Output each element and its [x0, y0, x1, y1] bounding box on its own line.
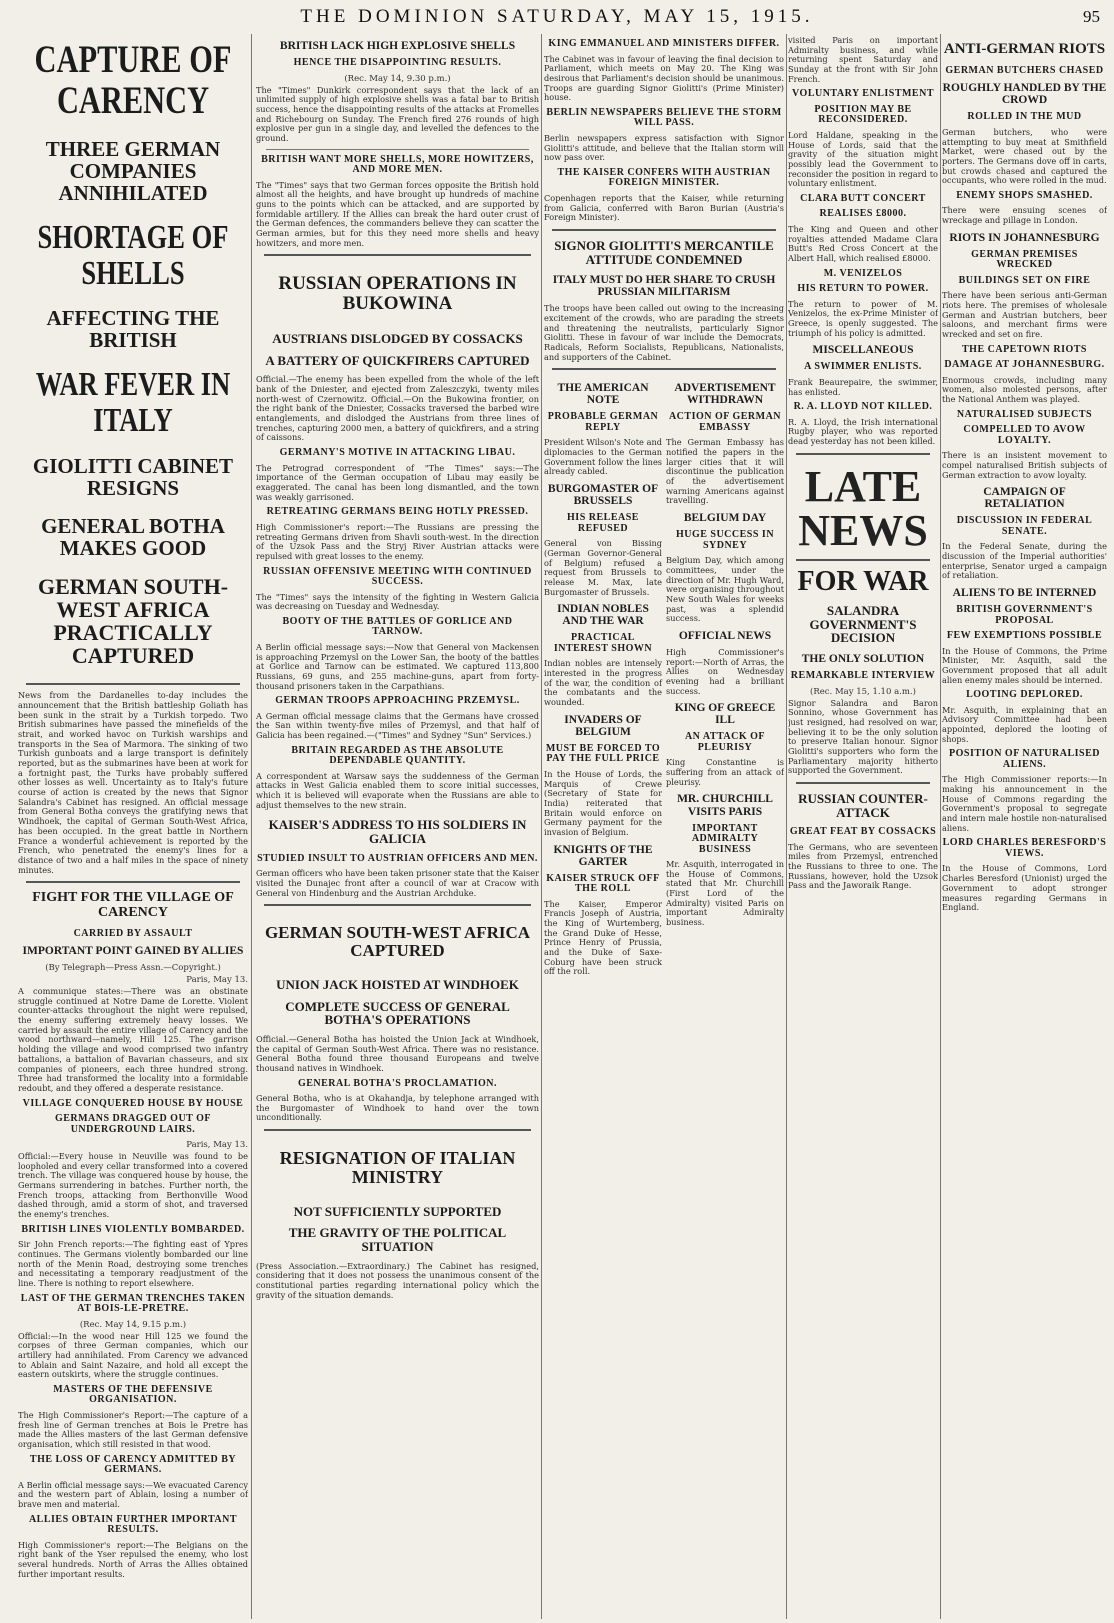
subhead-embassy: ACTION OF GERMAN EMBASSY: [668, 411, 782, 433]
column-3: [544, 34, 784, 1619]
headline-position-aliens: POSITION OF NATURALISED ALIENS.: [949, 748, 1100, 770]
american-note-box: [544, 376, 662, 982]
dateline: Paris, May 13.: [186, 975, 248, 986]
subhead-pleurisy: AN ATTACK OF PLEURISY: [684, 731, 766, 753]
headline-masters: MASTERS OF THE DEFENSIVE ORGANISATION.: [53, 1383, 213, 1406]
article-text: Official.—The enemy has been expelled from the whole of the left bank of the Dniester, and ejected from Zaleszczyki, twenty miles north-west of Czernowitz. Official.—On the Bukowina frontier, on the right bank of the Dniester, Cossacks traversed the barbed wire entanglements, and dislodged the Austrians from three lines of trenches, capturing 2000 men, a battery of quickfirers, and a string of caissons.: [256, 374, 539, 443]
divider: [264, 1129, 531, 1131]
article-text: The German Embassy has notified the papers in the larger cities that it will discontinue the publication of the advertisement warning Americans against travelling.: [666, 437, 784, 506]
headline-sw-africa: GERMAN SOUTH-WEST AFRICA PRACTICALLY CAPTURED: [37, 574, 229, 669]
article-text: The High Commissioner reports:—In making his announcement in the House of Commons regarding the Government's proposal to segregate and intern male hostile non-naturalised aliens.: [942, 774, 1107, 833]
subhead-butchers: GERMAN BUTCHERS CHASED: [945, 64, 1104, 76]
headline-capture-carency: CAPTURE OF CARENCY: [34, 38, 232, 122]
article-text: A correspondent at Warsaw says the suddenness of the German attacks in West Galicia enabled them to score initial successes, which it is believed will evaporate when the Russians are able to adjust themselves to the new strain.: [256, 770, 539, 810]
article-text: There were ensuing scenes of wreckage and pillage in London.: [942, 205, 1107, 226]
article-text: King Constantine is suffering from an attack of pleurisy.: [666, 757, 784, 787]
article-text: High Commissioner's report:—The Belgians on the right bank of the Yser repulsed the enemy, who lost several hundreds. North of Arras the Allies obtained further important results.: [18, 1539, 248, 1579]
subhead-damage: DAMAGE AT JOHANNESBURG.: [944, 359, 1105, 371]
article-text: High Commissioner's report:—North of Arras, the Allies on Wednesday evening had a brilliant success.: [666, 646, 784, 696]
divider: [264, 254, 531, 256]
headline-official-news: OFFICIAL NEWS: [678, 629, 772, 642]
subhead-germans: GERMANS DRAGGED OUT OF UNDERGROUND LAIRS.: [54, 1113, 212, 1135]
article-text: Official.—General Botha has hoisted the Union Jack at Windhoek, the capital of German South-West Africa. There was no resistance. General Botha found three thousand Europeans and twelve thousand natives in Windhoek.: [256, 1033, 539, 1073]
subhead-interest: PRACTICAL INTEREST SHOWN: [553, 632, 653, 654]
article-text: Frank Beaurepaire, the swimmer, has enlisted.: [788, 376, 938, 397]
headline-affecting-british: AFFECTING THE BRITISH: [46, 306, 220, 353]
divider: [552, 368, 776, 370]
headline-belgium-day: BELGIUM DAY: [683, 512, 767, 525]
divider: [796, 782, 930, 784]
headline-naturalised: NATURALISED SUBJECTS: [956, 408, 1093, 420]
headline-britain: BRITAIN REGARDED AS THE ABSOLUTE DEPENDABLE QUANTITY.: [291, 744, 504, 767]
subhead-not-supported: NOT SUFFICIENTLY SUPPORTED: [293, 1203, 502, 1219]
article-text: In the Federal Senate, during the discussion of the Imperial authorities' enterprise, Senator urged a campaign of retaliation.: [942, 541, 1107, 581]
headline-resignation: RESIGNATION OF ITALIAN MINISTRY: [279, 1148, 516, 1187]
headline-offensive: RUSSIAN OFFENSIVE MEETING WITH CONTINUED SUCCESS.: [263, 565, 532, 588]
headline-giolitti: GIOLITTI CABINET RESIGNS: [32, 453, 234, 500]
headline-retaliation: CAMPAIGN OF RETALIATION: [983, 486, 1066, 511]
headline-retreating: RETREATING GERMANS BEING HOTLY PRESSED.: [266, 506, 529, 518]
masthead-title: THE DOMINION SATURDAY, MAY 15, 1915.: [300, 6, 814, 27]
headline-invaders: INVADERS OF BELGIUM: [564, 713, 642, 738]
article-text: A Berlin official message says:—We evacuated Carency and the western part of Ablain, losing a number of brave men and material.: [18, 1479, 248, 1509]
divider: [266, 149, 529, 150]
article-text: R. A. Lloyd, the Irish international Rugby player, who was reported dead yesterday has not been killed.: [788, 416, 938, 447]
article-text: The "Times" says that two German forces opposite the British hold almost all the heights, and have brought up hundreds of machine guns to the points which can be attacked, and are supported by formidable artillery. If the Allies can break the hard outer crust of the German defences, the commanders believe they can scatter the German armies, but for this they need more shells and heavy howitzers, and more men.: [256, 179, 539, 248]
subhead-only-solution: THE ONLY SOLUTION: [801, 653, 925, 665]
article-text: The High Commissioner's Report:—The capture of a fresh line of German trenches at Bois le Pretre has made the Allies masters of the last German defensive organisation, which still resisted in that wood.: [18, 1409, 248, 1449]
subhead-wrecked: GERMAN PREMISES WRECKED: [971, 248, 1078, 271]
article-text: A communique states:—There was an obstinate struggle continued at Notre Dame de Lorette. Violent counter-attacks throughout the night were repulsed, the enemy suffering extremely heavy losses. We carried by assault the entire village of Carency and the wood northward—namely, Hill 125. The garrison holding the village and wood comprised two infantry battalions, a battalion of Bavarian chasseurs, and six companies of pioneers, each three hundred strong. Three had transformed the locality into a formidable redoubt, and they offered a desperate resistance.: [18, 986, 248, 1093]
subhead-realises: REALISES £8000.: [819, 208, 907, 220]
article-text: Enormous crowds, including many women, also molested persons, after the National Anthem was played.: [942, 374, 1107, 405]
subhead-cossacks: GREAT FEAT BY COSSACKS: [789, 826, 937, 838]
headline-johannesburg: RIOTS IN JOHANNESBURG: [949, 231, 1100, 244]
headline-shops: ENEMY SHOPS SMASHED.: [956, 189, 1093, 201]
received-date: (Rec. May 14, 9.15 p.m.): [79, 1319, 187, 1330]
column-rule: [541, 34, 542, 1619]
article-text: Official:—In the wood near Hill 125 we found the corpses of three German companies, which our artillery had annihilated. From Carency we advanced to Ablain and Saint Nazaire, and hold all except the eastern outskirts, where the struggle continues.: [18, 1330, 248, 1380]
article-text: General Botha, who is at Okahandja, by telephone arranged with the Burgomaster of Windhoek to hand over the town unconditionally.: [256, 1093, 539, 1123]
article-text: Mr. Asquith, interrogated in the House of Commons, stated that Mr. Churchill (First Lord of the Admiralty) visited Paris on important Admiralty business.: [666, 859, 784, 928]
article-text: Indian nobles are intensely interested in the progress of the war, the condition of the combatants and the wounded.: [544, 658, 662, 708]
article-text: The King and Queen and other royalties attended Madame Clara Butt's Red Cross Concert at the Albert Hall, which realised £8000.: [788, 223, 938, 263]
divider: [552, 229, 776, 231]
subhead: HENCE THE DISAPPOINTING RESULTS.: [293, 57, 502, 69]
headline-misc: MISCELLANEOUS: [812, 344, 914, 357]
article-text: Berlin newspapers express satisfaction with Signor Giolitti's attitude, and believe that the Italian storm will now pass over.: [544, 132, 784, 163]
headline-village: VILLAGE CONQUERED HOUSE BY HOUSE: [22, 1097, 244, 1109]
subhead-german-reply: PROBABLE GERMAN REPLY: [547, 411, 659, 433]
received-date: (Rec. May 14, 9.30 p.m.): [344, 73, 451, 84]
subhead-swimmer: A SWIMMER ENLISTS.: [804, 361, 922, 373]
headline-clara-butt: CLARA BUTT CONCERT: [800, 192, 926, 204]
column-5: [942, 34, 1107, 1619]
article-text: The Cabinet was in favour of leaving the final decision to Parliament, which meets on May 20. The King was desirous that Parliament's decision should be unanimous. Troops are guarding Signor Giolitti's (Prime Minister) house.: [544, 53, 784, 103]
article-text: (Press Association.—Extraordinary.) The Cabinet has resigned, considering that it does not possess the unanimous consent of the constitutional parties regarding international policy which the gravity of the situation demands.: [256, 1260, 539, 1300]
column-rule: [251, 34, 252, 1619]
divider: [26, 683, 240, 685]
article-text: Mr. Asquith, in explaining that an Advisory Committee had been appointed, deplored the looting of shops.: [942, 704, 1107, 744]
masthead: [0, 0, 1114, 34]
article-text: The Petrograd correspondent of "The Times" says:—The importance of the German occupation of Libau may easily be exaggerated. The canal has been long dismantled, and the town was weakly garrisoned.: [256, 462, 539, 502]
article-text: President Wilson's Note and diplomacies to the German Government follow the lines already cabled.: [544, 437, 662, 477]
received-date: (Rec. May 15, 1.10 a.m.): [810, 686, 916, 697]
headline-booty: BOOTY OF THE BATTLES OF GORLICE AND TARNOW.: [282, 615, 513, 638]
headline-more-shells: BRITISH WANT MORE SHELLS, MORE HOWITZERS, AND MORE MEN.: [261, 153, 534, 176]
headline-for-war: FOR WAR: [797, 565, 929, 597]
subhead-sydney: HUGE SUCCESS IN SYDNEY: [675, 529, 775, 551]
headline-british-lines: BRITISH LINES VIOLENTLY BOMBARDED.: [21, 1223, 245, 1235]
subhead-crowd: ROUGHLY HANDLED BY THE CROWD: [942, 82, 1107, 107]
headline-swa-captured: GERMAN SOUTH-WEST AFRICA CAPTURED: [264, 923, 531, 961]
headline-kaiser-confers: THE KAISER CONFERS WITH AUSTRIAN FOREIGN MINISTER.: [557, 166, 771, 189]
article-text: visited Paris on important Admiralty business, and while returning spent Saturday and Sunday at the front with Sir John French.: [788, 35, 938, 84]
subhead-interview: REMARKABLE INTERVIEW: [790, 670, 936, 682]
headline-przemysl: GERMAN TROOPS APPROACHING PRZEMYSL.: [275, 695, 520, 707]
headline-churchill: MR. CHURCHILL VISITS PARIS: [677, 793, 773, 818]
article-text: German butchers, who were attempting to buy meat at Smithfield Market, were chased out by the porters. The Germans dove off in carts, but crowds chased and captured the occupants, who were rolled in the mud.: [942, 126, 1107, 186]
article-text: A German official message claims that the Germans have crossed the San within twenty-five miles of Przemysl, and that half of Galicia has been regained.—("Times" and Sydney "Sun" Services.): [256, 710, 539, 741]
dateline: Paris, May 13.: [186, 1140, 248, 1151]
subhead-return: HIS RETURN TO POWER.: [797, 283, 929, 295]
subhead-kaiser-struck: KAISER STRUCK OFF THE ROLL: [546, 872, 660, 895]
article-text: Belgium Day, which among committees, under the direction of Mr. Hugh Ward, were organising throughout New South Wales for weeks past, was a splendid success.: [666, 555, 784, 624]
headline-burgomaster: BURGOMASTER OF BRUSSELS: [547, 483, 659, 508]
subhead-proposal: BRITISH GOVERNMENT'S PROPOSAL: [956, 604, 1093, 626]
article-text: In the House of Commons, Lord Charles Beresford (Unionist) urged the Government to adopt stronger measures regarding Germans in England.: [942, 863, 1107, 913]
article-text: The Kaiser, Emperor Francis Joseph of Austria, the King of Wurtemberg, the Grand Duke of Hesse, Prince Henry of Prussia, and the Duke of Saxe-Coburg have been struck off the roll.: [544, 898, 662, 977]
article-text: General von Bissing (German Governor-General of Belgium) refused a request from Brussels to release M. Max, late Burgomaster of Brussels.: [544, 538, 662, 597]
article-text: The Germans, who are seventeen miles from Przemysl, entrenched the Russians to three to one. The Russians, however, hold the Uzsok Pass and the Jaworaik Range.: [788, 841, 938, 891]
article-text: High Commissioner's report:—The Russians are pressing the retreating Germans driven from Shavli south-west. In the direction of the Uzsok Pass and the Stryj River Austrian attacks were repulsed with great losses to the enemy.: [256, 521, 539, 561]
article-text: Lord Haldane, speaking in the House of Lords, said that the gravity of the situation might possibly lead the Government to reconsider the position in regard to voluntary enlistment.: [788, 129, 938, 189]
headline-shells: BRITISH LACK HIGH EXPLOSIVE SHELLS: [279, 40, 516, 52]
headline-advert-withdrawn: ADVERTISEMENT WITHDRAWN: [674, 382, 776, 407]
article-text: Official:—Every house in Neuville was found to be loopholed and every cellar transformed into a covered trench. The village was conquered house by house, the Germans surrendering in batches. Further north, the French troops, attacking from Berthonville Wood dashed through, amid a storm of shot, and traversed the enemy's trenches.: [18, 1151, 248, 1220]
article-text: In the House of Lords, the Marquis of Crewe (Secretary of State for India) reiterated that Britain would enforce on Germany payment for the invasion of Belgium.: [544, 768, 662, 837]
article-text: There have been serious anti-German riots here. The premises of wholesale German and Austrian butchers, beer saloons, and merchant firms were wrecked and set on fire.: [942, 290, 1107, 339]
headline-libau: GERMANY'S MOTIVE IN ATTACKING LIBAU.: [279, 447, 516, 459]
column-4: [788, 34, 938, 1619]
headline-anti-german-riots: ANTI-GERMAN RIOTS: [943, 41, 1106, 57]
headline-lloyd: R. A. LLOYD NOT KILLED.: [793, 401, 933, 413]
subhead-mud: ROLLED IN THE MUD: [967, 111, 1082, 123]
headline-berlin-papers: BERLIN NEWSPAPERS BELIEVE THE STORM WILL PASS.: [546, 106, 782, 129]
headline-last-trenches: LAST OF THE GERMAN TRENCHES TAKEN AT BOIS-LE-PRETRE.: [20, 1292, 246, 1315]
credit: (By Telegraph—Press Assn.—Copyright.): [45, 963, 221, 974]
late-news-banner: LATE NEWS: [798, 461, 928, 555]
headline-counter-attack: RUSSIAN COUNTER-ATTACK: [798, 790, 928, 820]
headline-indian-nobles: INDIAN NOBLES AND THE WAR: [557, 603, 649, 628]
article-text: A Berlin official message says:—Now that General von Mackensen is approaching Przemysl on the Lower San, the booty of the battles at Gorlice and Tarnow can be estimated. We captured 113,800 Russians, 69 guns, and 255 machine-guns, apart from forty-thousand prisoners taken in the Carpathians.: [256, 641, 539, 691]
headline-american-note: THE AMERICAN NOTE: [557, 382, 649, 407]
headline-shortage-shells: SHORTAGE OF SHELLS: [37, 219, 229, 292]
advert-box: [666, 376, 784, 982]
headline-proclamation: GENERAL BOTHA'S PROCLAMATION.: [297, 1077, 498, 1089]
subhead-loyalty: COMPELLED TO AVOW LOYALTY.: [963, 424, 1086, 446]
lead-text: News from the Dardanelles to-day includes the announcement that the British battleship Goliath has been sunk in the strait by a Turkish torpedo. Two British submarines have passed the minefields of the strait, and worked havoc on Turkish warships and transports in the Sea of Marmora. The sinking of two Turkish gunboats and a large transport is definitely reported, but as the submarines have been at work for a fortnight past, the Turks have probably suffered other losses as well. Uncertainty as to Italy's future course of action is created by the news that Signor Salandra's Cabinet has resigned. An official message from General Botha conveys the gratifying news that Windhoek, the capital of German South-West Africa, has been occupied. In the great battle in Northern France a wonderful achievement is reported by the French, who penetrated the enemy's lines for a distance of two and a half miles in the space of ninety minutes.: [18, 690, 248, 875]
article-text: There is an insistent movement to compel naturalised British subjects of German extraction to avow loyalty.: [942, 450, 1107, 480]
subhead-senate: DISCUSSION IN FEDERAL SENATE.: [956, 515, 1093, 537]
subhead-admiralty: IMPORTANT ADMIRALTY BUSINESS: [691, 822, 759, 855]
article-text: The "Times" says the intensity of the fighting in Western Galicia was decreasing on Tuesday and Wednesday.: [256, 591, 539, 612]
subhead-full-price: MUST BE FORCED TO PAY THE FULL PRICE: [545, 742, 661, 765]
headline-king-emmanuel: KING EMMANUEL AND MINISTERS DIFFER.: [548, 38, 780, 49]
subhead-release: HIS RELEASE REFUSED: [567, 512, 639, 534]
headline-enlistment: VOLUNTARY ENLISTMENT: [792, 88, 934, 100]
subhead-assault: CARRIED BY ASSAULT: [73, 927, 193, 939]
divider: [796, 559, 930, 561]
headline-giolitti-attitude: SIGNOR GIOLITTI'S MERCANTILE ATTITUDE CONDEMNED: [554, 237, 774, 267]
headline-war-fever: WAR FEVER IN ITALY: [35, 366, 231, 440]
subhead-insult: STUDIED INSULT TO AUSTRIAN OFFICERS AND MEN.: [257, 852, 538, 864]
subhead-botha-ops: COMPLETE SUCCESS OF GENERAL BOTHA'S OPERATIONS: [285, 998, 510, 1028]
article-text: The return to power of M. Venizelos, the ex-Prime Minister of Greece, is openly suggested. The triumph of his policy is admitted.: [788, 298, 938, 338]
article-text: Sir John French reports:—The fighting east of Ypres continues. The Germans violently bombarded our line north of the Menin Road, destroying some trenches and necessitating a temporary readjustment of the line. There is nothing to report elsewhere.: [18, 1239, 248, 1288]
article-text: Signor Salandra and Baron Sonnino, whose Government has just resigned, had resolved on war, believing it to be the only solution to preserve Italian honour. Signor Giolitti's supporters who form the Parliamentary majority hitherto supported the Government.: [788, 697, 938, 776]
article-text: In the House of Commons, the Prime Minister, Mr. Asquith, said the Government proposed that all adult alien enemy males should be interned.: [942, 645, 1107, 685]
subhead-fire: BUILDINGS SET ON FIRE: [958, 274, 1091, 286]
subhead-battery: A BATTERY OF QUICKFIRERS CAPTURED: [265, 352, 530, 368]
headline-kaiser-address: KAISER'S ADDRESS TO HIS SOLDIERS IN GALICIA: [268, 817, 527, 847]
article-text: Copenhagen reports that the Kaiser, while returning from Galicia, conferred with Baron Burian (Austria's Foreign Minister).: [544, 192, 784, 223]
column-2: [256, 34, 539, 1619]
subhead-cossacks: AUSTRIANS DISLODGED BY COSSACKS: [272, 331, 523, 347]
divider: [26, 881, 240, 883]
subhead-reconsidered: POSITION MAY BE RECONSIDERED.: [814, 103, 912, 126]
divider: [264, 904, 531, 906]
subhead-italy-share: ITALY MUST DO HER SHARE TO CRUSH PRUSSIAN MILITARISM: [552, 274, 776, 299]
headline-king-greece: KING OF GREECE ILL: [674, 702, 776, 727]
headline-capetown: THE CAPETOWN RIOTS: [962, 343, 1087, 355]
divider: [796, 453, 930, 455]
headline-fight: FIGHT FOR THE VILLAGE OF CARENCY: [32, 890, 234, 920]
headline-bukowina: RUSSIAN OPERATIONS IN BUKOWINA: [278, 273, 517, 315]
article-text: The troops have been called out owing to the increasing excitement of the crowds, who are parading the streets and threatening the neutralists, particularly Signor Giolitti. These in favour of war include the Democrats, Radicals, Reform Socialists, Republicans, Nationalists, and supporters of the Cabinet.: [544, 303, 784, 362]
headline-german-companies: THREE GERMAN COMPANIES ANNIHILATED: [45, 136, 221, 205]
headline-looting: LOOTING DEPLORED.: [966, 689, 1083, 701]
headline-beresford: LORD CHARLES BERESFORD'S VIEWS.: [942, 837, 1107, 859]
headline-venizelos: M. VENIZELOS: [823, 267, 903, 279]
headline-botha: GENERAL BOTHA MAKES GOOD: [41, 513, 225, 560]
subhead-union-jack: UNION JACK HOISTED AT WINDHOEK: [276, 976, 519, 992]
twin-columns: [544, 376, 784, 982]
headline-aliens: ALIENS TO BE INTERNED: [952, 587, 1097, 600]
subhead-salandra: SALANDRA GOVERNMENT'S DECISION: [809, 603, 917, 646]
column-rule: [940, 34, 941, 1619]
subhead-gravity: THE GRAVITY OF THE POLITICAL SITUATION: [288, 1225, 507, 1255]
headline-allies-results: ALLIES OBTAIN FURTHER IMPORTANT RESULTS.: [28, 1513, 238, 1536]
headline-loss-carency: THE LOSS OF CARENCY ADMITTED BY GERMANS.: [29, 1453, 237, 1476]
column-rule: [786, 34, 787, 1619]
headline-knights: KNIGHTS OF THE GARTER: [553, 843, 653, 868]
subhead-important-point: IMPORTANT POINT GAINED BY ALLIES: [22, 945, 244, 958]
article-text: The "Times" Dunkirk correspondent says that the lack of an unlimited supply of high explosive shells was a fatal bar to British success, hence the disappointing results of the attacks at Fromelles and Richebourg on Sunday. The French fired 276 rounds of high explosive per gun in a single day, and levelled the defences to the ground.: [256, 84, 539, 143]
article-text: German officers who have been taken prisoner state that the Kaiser visited the Dunajec front after a council of war at Cracow with General von Hindenburg and the Austrian Archduke.: [256, 868, 539, 898]
page-number: 95: [1083, 7, 1100, 26]
subhead-exemptions: FEW EXEMPTIONS POSSIBLE: [946, 630, 1103, 642]
column-1: [18, 34, 248, 1619]
